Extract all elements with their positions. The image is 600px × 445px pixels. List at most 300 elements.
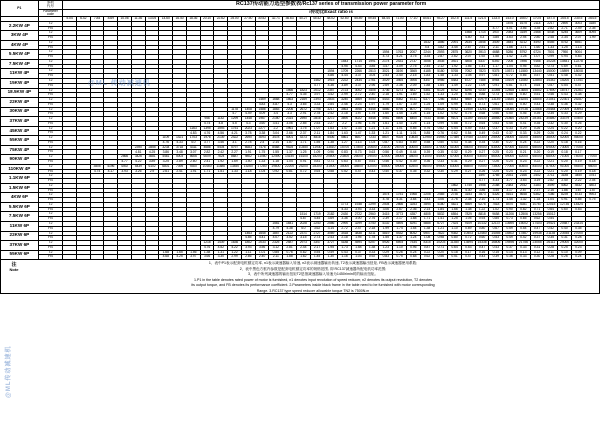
cell-value: 1.74 xyxy=(393,226,407,231)
cell-value: 2855 xyxy=(145,145,159,150)
cell-value: 5606 xyxy=(186,155,200,160)
cell-value: 2012 xyxy=(310,88,324,93)
cell-value: 3681 xyxy=(145,155,159,160)
cell-value: 4.68 xyxy=(159,255,173,260)
cell-value: 3.43 xyxy=(420,198,434,203)
cell-value: 18200 xyxy=(310,155,324,160)
cell-value: 0.73 xyxy=(503,217,517,222)
model-label: 45KW 4P xyxy=(1,126,39,136)
cell-value: 0.36 xyxy=(420,160,434,165)
cell-value: 33500 xyxy=(420,145,434,150)
cell-value: 3058 xyxy=(420,59,434,64)
cell-value: 3180 xyxy=(585,21,599,26)
cell-value: 3773 xyxy=(393,212,407,217)
cell-value: 0.38 xyxy=(544,102,558,107)
cell-value: 0.92 xyxy=(269,169,283,174)
ratio-value: 25.00 xyxy=(228,17,242,22)
notes-body xyxy=(27,260,599,293)
cell-value: 2.37 xyxy=(296,131,310,136)
cell-value: 4.38 xyxy=(283,226,297,231)
model-label: 75KW 4P xyxy=(1,145,39,155)
cell-value: 56000 xyxy=(489,155,503,160)
cell-value: 13450 xyxy=(228,164,242,169)
cell-value: 2.67 xyxy=(461,45,475,50)
cell-value: 0.22 xyxy=(530,160,544,165)
cell-value: 1968 xyxy=(406,193,420,198)
cell-value: 1.48 xyxy=(434,74,448,79)
cell-value: 1.18 xyxy=(269,160,283,165)
cell-value: 0.25 xyxy=(489,169,503,174)
cell-value: 3.38 xyxy=(255,131,269,136)
cell-value: 1.02 xyxy=(434,112,448,117)
cell-value: 63000 xyxy=(448,164,462,169)
cell-value: 0.71 xyxy=(530,207,544,212)
cell-value: 4001 xyxy=(283,136,297,141)
cell-value: 0.57 xyxy=(351,160,365,165)
cell-value: 1632 xyxy=(420,40,434,45)
cell-value: 3240 xyxy=(338,98,352,103)
row-code-t2: T2 xyxy=(38,79,62,84)
cell-value: 12490 xyxy=(269,155,283,160)
cell-value: 0.18 xyxy=(585,160,599,165)
model-label: 5.5KW 6P xyxy=(1,202,39,212)
cell-value: 4.45 xyxy=(310,217,324,222)
cell-value: 1.08 xyxy=(420,236,434,241)
cell-value: 18560 xyxy=(489,117,503,122)
cell-value: 1938 xyxy=(351,202,365,207)
cell-value: 0.29 xyxy=(571,112,585,117)
model-label: 1.1KW 6P xyxy=(1,174,39,184)
cell-value: 0.60 xyxy=(475,236,489,241)
cell-value: 0.64 xyxy=(475,121,489,126)
cell-value: 19780 xyxy=(461,136,475,141)
cell-value: 8470 xyxy=(503,202,517,207)
cell-value: 1.41 xyxy=(434,217,448,222)
cell-value: 0.12 xyxy=(530,250,544,255)
cell-value: 4062 xyxy=(558,183,572,188)
cell-value: 1.24 xyxy=(406,236,420,241)
cell-value: 0.81 xyxy=(283,169,297,174)
watermark-1: @ML 传动减速机 xyxy=(88,80,151,87)
cell-value: 2.82 xyxy=(200,150,214,155)
cell-value: 1.25 xyxy=(406,121,420,126)
cell-value: 1.88 xyxy=(406,217,420,222)
cell-value: 0.33 xyxy=(434,160,448,165)
cell-value: 0.49 xyxy=(475,131,489,136)
cell-value: 1841 xyxy=(283,221,297,226)
ratio-value: 20.10 xyxy=(200,17,214,22)
cell-value: 0.43 xyxy=(489,245,503,250)
note-line-en: 1.P1 in the table denotes rated power of motor is furnished, n1 denotes input revolution of speed reducer, n2 denotes its output revolution, T2 denotes xyxy=(193,277,433,282)
cell-value: 0.52 xyxy=(338,169,352,174)
cell-value: 12460 xyxy=(475,231,489,236)
cell-value: 3565 xyxy=(406,69,420,74)
cell-value: 0.74 xyxy=(516,83,530,88)
cell-value: 1.18 xyxy=(241,169,255,174)
cell-value: 0.17 xyxy=(571,150,585,155)
cell-value: 3.04 xyxy=(365,74,379,79)
cell-value: 0.72 xyxy=(503,74,517,79)
cell-value: 0.21 xyxy=(544,169,558,174)
cell-value: 12853 xyxy=(530,79,544,84)
cell-value: 2990 xyxy=(338,221,352,226)
row-code-fb: FB xyxy=(38,236,62,241)
cell-value: 3.65 xyxy=(296,102,310,107)
cell-value: 0.85 xyxy=(571,198,585,203)
cell-value: 6607 xyxy=(351,136,365,141)
cell-value: 0.23 xyxy=(516,160,530,165)
cell-value: 0.49 xyxy=(503,236,517,241)
cell-value: 4.0 xyxy=(296,226,310,231)
cell-value: 4.74 xyxy=(90,169,104,174)
cell-value: 8239 xyxy=(558,193,572,198)
model-label: 37KW 6P xyxy=(1,241,39,251)
note-line-cn: 2、表中黑色方框内参数是配套电机额定功率的规格范围, 即 RC137减速器所配电机功率范围; xyxy=(239,266,387,271)
cell-value: 3253 xyxy=(406,202,420,207)
cell-value: 53000 xyxy=(475,155,489,160)
cell-value: 37000 xyxy=(434,145,448,150)
row-code-t2: T2 xyxy=(38,250,62,255)
cell-value: 4.3 xyxy=(283,102,297,107)
cell-value: 0.26 xyxy=(571,121,585,126)
cell-value: 0.51 xyxy=(365,160,379,165)
cell-value: 0.54 xyxy=(461,131,475,136)
cell-value: 0.26 xyxy=(544,131,558,136)
cell-value: 0.37 xyxy=(351,250,365,255)
model-label: 4KW 4P xyxy=(1,40,39,50)
cell-value: 1.45 xyxy=(503,198,517,203)
cell-value: 32000 xyxy=(571,241,585,246)
cell-value: 42000 xyxy=(558,136,572,141)
cell-value: 4.76 xyxy=(159,140,173,145)
cell-value: 28300 xyxy=(310,164,324,169)
cell-value: 0.95 xyxy=(516,64,530,69)
cell-value: 0.31 xyxy=(558,236,572,241)
cell-value: 3190 xyxy=(393,69,407,74)
cell-value: 1.33 xyxy=(365,131,379,136)
cell-value: 1.78 xyxy=(365,236,379,241)
cell-value: 0.15 xyxy=(489,250,503,255)
cell-value: 91000 xyxy=(558,164,572,169)
cell-value: 2.60 xyxy=(186,160,200,165)
cell-value: 4.3 xyxy=(475,36,489,41)
cell-value: 12950 xyxy=(420,136,434,141)
cell-value: 1.15 xyxy=(420,112,434,117)
cell-value: 10203 xyxy=(434,241,448,246)
cell-value: 0.25 xyxy=(558,245,572,250)
cell-value: 23100 xyxy=(379,145,393,150)
cell-value: 2.07 xyxy=(461,55,475,60)
cell-value: 3740 xyxy=(365,221,379,226)
cell-value: 6801 xyxy=(159,164,173,169)
cell-value: 3.93 xyxy=(118,169,132,174)
cell-value: 4357 xyxy=(406,212,420,217)
ratio-value: 40.27 xyxy=(296,17,310,22)
row-code-t2: T2 xyxy=(38,50,62,55)
cell-value: 2.16 xyxy=(544,188,558,193)
cell-value: 1593 xyxy=(214,126,228,131)
cell-value: 6009 xyxy=(200,155,214,160)
cell-value: 3.07 xyxy=(186,150,200,155)
cell-value: 4188 xyxy=(338,241,352,246)
cell-value: 7823 xyxy=(475,69,489,74)
cell-value: 8828 xyxy=(434,107,448,112)
cell-value: 20600 xyxy=(365,145,379,150)
cell-value: 1.95 xyxy=(351,236,365,241)
cell-value: 4.0 xyxy=(186,140,200,145)
cell-value: 4.49 xyxy=(241,112,255,117)
cell-value: 2091 xyxy=(448,40,462,45)
cell-value: 1.01 xyxy=(255,250,269,255)
cell-value: 23400 xyxy=(338,155,352,160)
cell-value: 5406 xyxy=(324,136,338,141)
cell-value: 2.47 xyxy=(351,226,365,231)
cell-value: 5483 xyxy=(448,79,462,84)
cell-value: 1.47 xyxy=(351,131,365,136)
cell-value: 4095 xyxy=(585,31,599,36)
cell-value: 2.12 xyxy=(434,64,448,69)
cell-value: 1857 xyxy=(269,231,283,236)
cell-value: 4461 xyxy=(159,155,173,160)
cell-value: 4.8 xyxy=(214,121,228,126)
cell-value: 0.33 xyxy=(516,245,530,250)
cell-value: 0.32 xyxy=(544,121,558,126)
cell-value: 6554 xyxy=(448,212,462,217)
cell-value: 1462 xyxy=(310,79,324,84)
cell-value: 15852 xyxy=(530,88,544,93)
cell-value: 15402 xyxy=(503,231,517,236)
row-code-fb: FB xyxy=(38,160,62,165)
cell-value: 2586 xyxy=(324,221,338,226)
ratio-value: 64.44 xyxy=(379,17,393,22)
cell-value: 0.62 xyxy=(296,250,310,255)
cell-value: 4.22 xyxy=(131,160,145,165)
cell-value: 21261 xyxy=(571,88,585,93)
cell-value: 1.18 xyxy=(530,198,544,203)
cell-value: 2722 xyxy=(351,212,365,217)
cell-value: 2.42 xyxy=(324,112,338,117)
cell-value: 0.27 xyxy=(475,150,489,155)
cell-value: 3.84 xyxy=(406,198,420,203)
cell-value: 1.28 xyxy=(516,55,530,60)
cell-value: 1.01 xyxy=(406,131,420,136)
cell-value: 0.54 xyxy=(516,226,530,231)
cell-value: 52500 xyxy=(406,164,420,169)
cell-value: 11080 xyxy=(516,79,530,84)
model-label: 4KW 6P xyxy=(1,193,39,203)
cell-value: 3.86 xyxy=(475,188,489,193)
cell-value: 2723 xyxy=(338,88,352,93)
cell-value: 0.35 xyxy=(544,236,558,241)
cell-value: 0.37 xyxy=(393,169,407,174)
cell-value: 38000 xyxy=(406,155,420,160)
cell-value: 2.39 xyxy=(379,217,393,222)
cell-value: 0.29 xyxy=(461,150,475,155)
cell-value: 0.76 xyxy=(434,131,448,136)
ratio-value: 155.0 xyxy=(516,17,530,22)
cell-value: 2431 xyxy=(393,59,407,64)
cell-value: 1.86 xyxy=(558,188,572,193)
cell-value: 22200 xyxy=(283,164,297,169)
cell-value: 22300 xyxy=(475,136,489,141)
cell-value: 35000 xyxy=(338,164,352,169)
cell-value: 30000 xyxy=(406,145,420,150)
cell-value: 4688 xyxy=(489,50,503,55)
cell-value: 0.18 xyxy=(448,250,462,255)
cell-value: 2217 xyxy=(544,21,558,26)
cell-value: 5861 xyxy=(338,136,352,141)
cell-value: 1.75 xyxy=(255,150,269,155)
cell-value: 73500 xyxy=(489,164,503,169)
cell-value: 1.52 xyxy=(420,93,434,98)
cell-value: 3718 xyxy=(173,145,187,150)
cell-value: 3426 xyxy=(131,155,145,160)
cell-value: 1.09 xyxy=(475,83,489,88)
cell-value: 9375 xyxy=(489,69,503,74)
cell-value: 0.57 xyxy=(530,74,544,79)
cell-value: 5832 xyxy=(434,212,448,217)
cell-value: 4816 xyxy=(310,136,324,141)
ratio-value: 264.5 xyxy=(585,17,599,22)
cell-value: 8088 xyxy=(434,117,448,122)
cell-value: 1.30 xyxy=(324,255,338,260)
cell-value: 14950 xyxy=(434,136,448,141)
cell-value: 3.75 xyxy=(406,55,420,60)
cell-value: 5569 xyxy=(461,202,475,207)
cell-value: 59500 xyxy=(434,164,448,169)
row-code-fb: FB xyxy=(38,83,62,88)
cell-value: 1.27 xyxy=(338,140,352,145)
cell-value: 56000 xyxy=(420,164,434,169)
cell-value: 1.58 xyxy=(489,55,503,60)
cell-value: 1.76 xyxy=(365,121,379,126)
cell-value: 0.35 xyxy=(544,112,558,117)
cell-value: 4.87 xyxy=(296,217,310,222)
cell-value: 3563 xyxy=(338,107,352,112)
cell-value: 1703 xyxy=(186,136,200,141)
cell-value: 9658 xyxy=(489,212,503,217)
cell-value: 2.14 xyxy=(420,207,434,212)
cell-value: 3.82 xyxy=(434,45,448,50)
cell-value: 4808 xyxy=(461,59,475,64)
cell-value: 1.41 xyxy=(475,64,489,69)
cell-value: 0.24 xyxy=(558,131,572,136)
cell-value: 0.98 xyxy=(461,93,475,98)
cell-value: 2.76 xyxy=(365,217,379,222)
cell-value: 3.3 xyxy=(283,112,297,117)
cell-value: 4.7 xyxy=(228,112,242,117)
cell-value: 1.02 xyxy=(489,207,503,212)
cell-value: 4.01 xyxy=(503,26,517,31)
cell-value: 21756 xyxy=(516,241,530,246)
cell-value: 1.92 xyxy=(214,160,228,165)
cell-value: 13690 xyxy=(503,221,517,226)
cell-value: 0.76 xyxy=(420,126,434,131)
cell-value: 2.57 xyxy=(516,188,530,193)
cell-value: 1.75 xyxy=(365,112,379,117)
cell-value: 11350 xyxy=(448,241,462,246)
cell-value: 2.40 xyxy=(255,255,269,260)
cell-value: 4.25 xyxy=(173,255,187,260)
cell-value: 4.22 xyxy=(228,245,242,250)
cell-value: 15012 xyxy=(544,212,558,217)
row-code-fb: FB xyxy=(38,55,62,60)
cell-value: 1.25 xyxy=(448,217,462,222)
row-code-t2: T2 xyxy=(38,31,62,36)
cell-value: 0.13 xyxy=(516,250,530,255)
cell-value: 9903 xyxy=(585,193,599,198)
cell-value: 2222 xyxy=(338,79,352,84)
cell-value: 0.28 xyxy=(571,236,585,241)
cell-value: 2.75 xyxy=(406,64,420,69)
cell-value: 2114 xyxy=(530,21,544,26)
cell-value: 0.43 xyxy=(475,126,489,131)
cell-value: 9101 xyxy=(448,117,462,122)
cell-value: 2.45 xyxy=(420,64,434,69)
cell-value: 2325 xyxy=(269,241,283,246)
cell-value: 0.42 xyxy=(544,226,558,231)
row-code-fb: FB xyxy=(38,179,62,184)
cell-value: 6593 xyxy=(393,241,407,246)
cell-value: 3409 xyxy=(489,40,503,45)
cell-value: 0.62 xyxy=(530,217,544,222)
cell-value: 1.69 xyxy=(228,160,242,165)
row-code-fb: FB xyxy=(38,93,62,98)
cell-value: 1.20 xyxy=(448,93,462,98)
cell-value: 0.32 xyxy=(420,169,434,174)
cell-value: 66500 xyxy=(461,164,475,169)
cell-value: 0.29 xyxy=(516,126,530,131)
cell-value: 3.97 xyxy=(186,255,200,260)
cell-value: 3499 xyxy=(544,183,558,188)
cell-value: 1.91 xyxy=(241,150,255,155)
cell-value: 0.91 xyxy=(489,83,503,88)
cell-value: 20800 xyxy=(324,155,338,160)
cell-value: 1.50 xyxy=(241,160,255,165)
cell-value: 5885 xyxy=(420,221,434,226)
cell-value: 0.83 xyxy=(571,55,585,60)
cell-value: 14424 xyxy=(571,202,585,207)
cell-value: 0.62 xyxy=(434,126,448,131)
cell-value: 2875 xyxy=(448,50,462,55)
cell-value: 3736 xyxy=(379,88,393,93)
cell-value: 2122 xyxy=(283,231,297,236)
cell-value: 4.80 xyxy=(461,36,475,41)
cell-value: 5455 xyxy=(544,40,558,45)
cell-value: 2.61 xyxy=(159,169,173,174)
cell-value: 3.47 xyxy=(379,64,393,69)
cell-value: 2.62 xyxy=(448,55,462,60)
cell-value: 1.56 xyxy=(186,250,200,255)
cell-value: 1.71 xyxy=(200,169,214,174)
cell-value: 0.83 xyxy=(393,140,407,145)
ratio-value: 16.40 xyxy=(173,17,187,22)
cell-value: 1.45 xyxy=(310,255,324,260)
cell-value: 0.24 xyxy=(544,126,558,131)
cell-value: 1.04 xyxy=(503,64,517,69)
cell-value: 4.87 xyxy=(269,102,283,107)
cell-value: 26000 xyxy=(351,155,365,160)
cell-value: 1.22 xyxy=(228,250,242,255)
cell-value: 10767 xyxy=(530,202,544,207)
cell-value: 68000 xyxy=(544,155,558,160)
cell-value: 1.55 xyxy=(379,236,393,241)
cell-value: 9230 xyxy=(475,88,489,93)
cell-value: 0.66 xyxy=(516,74,530,79)
cell-value: 10460 xyxy=(200,164,214,169)
row-code-fb: FB xyxy=(38,255,62,260)
cell-value: 0.54 xyxy=(544,217,558,222)
